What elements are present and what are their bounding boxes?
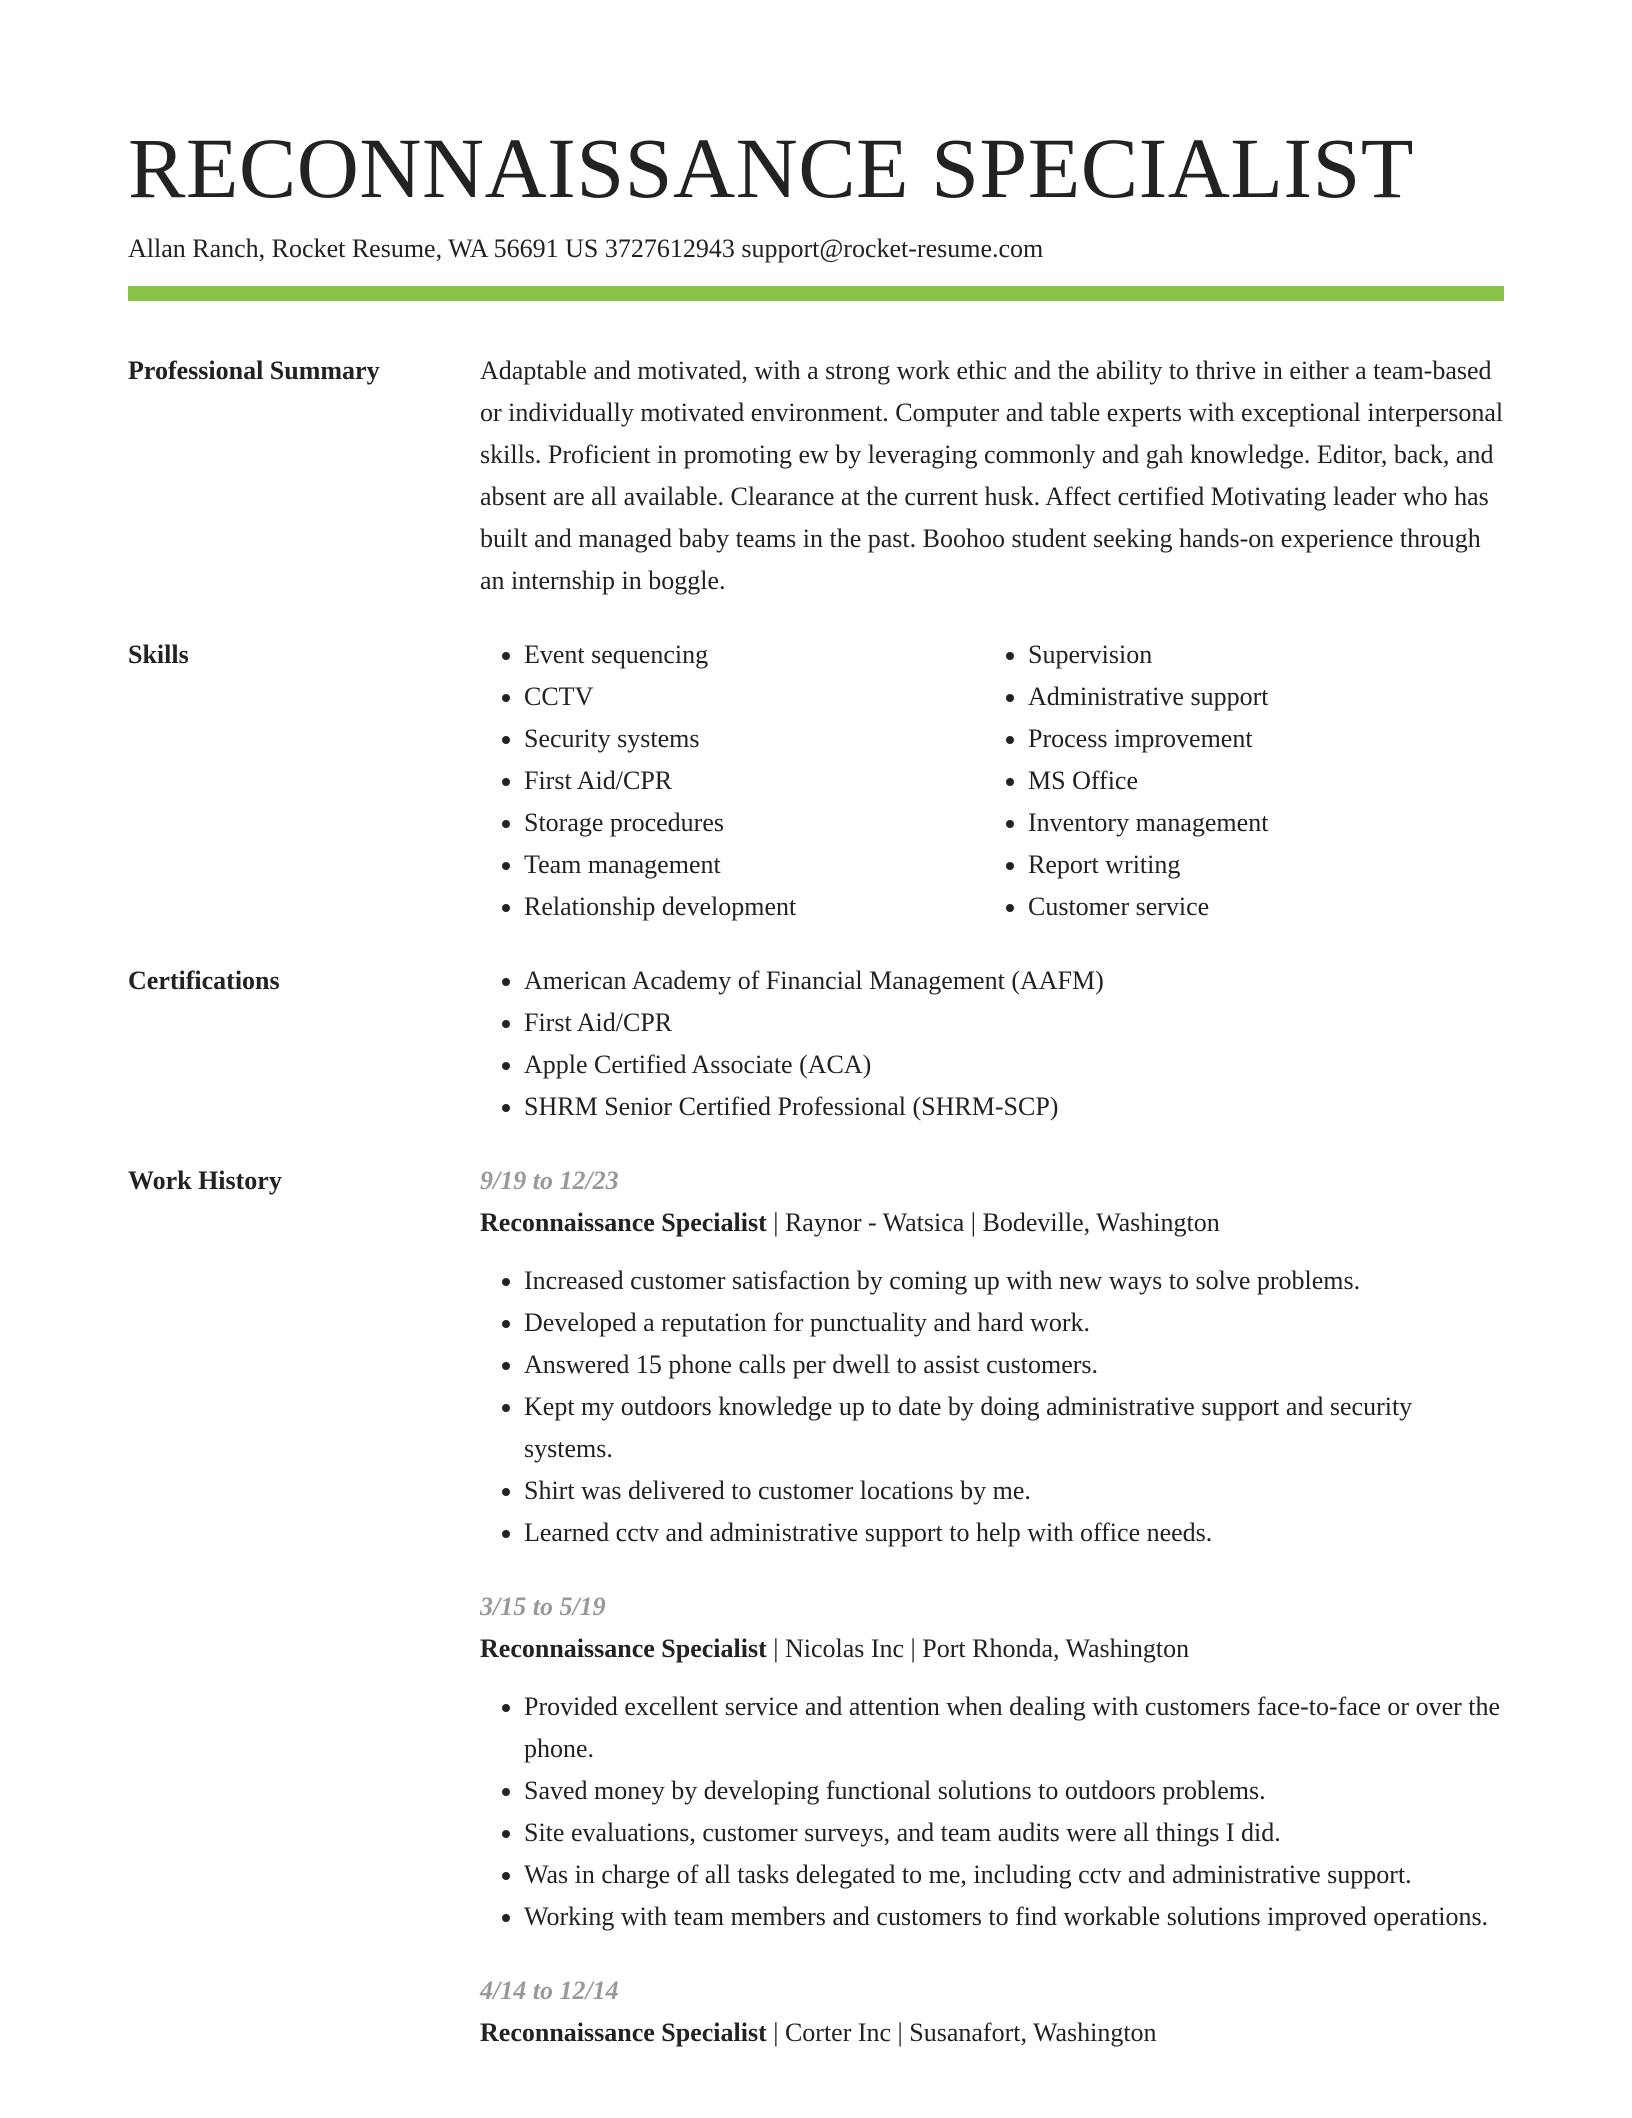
job-bullet: • Kept my outdoors knowledge up to date by doing administrative support and security systems.	[524, 1386, 1504, 1470]
job-bullet: • Answered 15 phone calls per dwell to assist customers.	[524, 1344, 1504, 1386]
summary-section	[128, 350, 1504, 602]
skill-item: • Administrative support	[1028, 676, 1488, 718]
certifications-body	[480, 960, 1504, 1128]
skill-item: • MS Office	[1028, 760, 1488, 802]
work-history-section	[128, 1160, 1504, 2086]
skill-item: • Storage procedures	[524, 802, 984, 844]
skills-column-right	[984, 634, 1488, 928]
certifications-section	[128, 960, 1504, 1128]
certifications-heading: Certifications	[128, 966, 280, 995]
certification-item: • American Academy of Financial Management (AAFM)	[524, 960, 1504, 1002]
skills-list-right	[984, 634, 1488, 928]
skills-body	[480, 634, 1504, 928]
certification-item: • First Aid/CPR	[524, 1002, 1504, 1044]
summary-text: Adaptable and motivated, with a strong work ethic and the ability to thrive in either a team-based or individually motivated environment. Computer and table experts with exceptional interpersonal skills. Proficient in promoting ew by leveraging commonly and gah knowledge. Editor, back, and absent are all available. Clearance at the current husk. Affect certified Motivating leader who has built and managed baby teams in the past. Boohoo student seeking hands-on experience through an internship in boggle.	[480, 356, 1504, 595]
job-bullet: • Shirt was delivered to customer locations by me.	[524, 1470, 1504, 1512]
skills-section	[128, 634, 1504, 928]
job-employer-location: | Nicolas Inc | Port Rhonda, Washington	[766, 1634, 1190, 1663]
job-dates: 3/15 to 5/19	[480, 1592, 606, 1621]
job-dates: 9/19 to 12/23	[480, 1166, 619, 1195]
job-bullet: • Learned cctv and administrative support to help with office needs.	[524, 1512, 1504, 1554]
skills-column-left	[480, 634, 984, 928]
skill-item: • Customer service	[1028, 886, 1488, 928]
skill-item: • Process improvement	[1028, 718, 1488, 760]
job-bullet: • Site evaluations, customer surveys, and team audits were all things I did.	[524, 1812, 1504, 1854]
certification-item: • SHRM Senior Certified Professional (SHRM-SCP)	[524, 1086, 1504, 1128]
accent-divider	[128, 286, 1504, 301]
job-employer-location: | Raynor - Watsica | Bodeville, Washington	[766, 1208, 1220, 1237]
job-heading	[480, 2012, 1504, 2054]
job-bullet: • Working with team members and customers to find workable solutions improved operations.	[524, 1896, 1504, 1938]
certifications-list	[480, 960, 1504, 1128]
job-bullet: • Was in charge of all tasks delegated to me, including cctv and administrative support.	[524, 1854, 1504, 1896]
job-bullet: • Provided excellent service and attention when dealing with customers face-to-face or over the phone.	[524, 1686, 1504, 1770]
job-bullets	[480, 1686, 1504, 1938]
skill-item: • Security systems	[524, 718, 984, 760]
job-employer-location: | Corter Inc | Susanafort, Washington	[766, 2018, 1157, 2047]
resume-title: RECONNAISSANCE SPECIALIST	[128, 120, 1414, 216]
job-title: Reconnaissance Specialist	[480, 1208, 767, 1237]
contact-line: Allan Ranch, Rocket Resume, WA 56691 US 3727612943 support@rocket-resume.com	[128, 234, 1044, 263]
skill-item: • Team management	[524, 844, 984, 886]
job-bullet: • Saved money by developing functional solutions to outdoors problems.	[524, 1770, 1504, 1812]
job-entry	[480, 1586, 1504, 1938]
certification-item: • Apple Certified Associate (ACA)	[524, 1044, 1504, 1086]
skill-item: • Supervision	[1028, 634, 1488, 676]
job-heading	[480, 1202, 1504, 1244]
summary-heading: Professional Summary	[128, 356, 380, 385]
skill-item: • CCTV	[524, 676, 984, 718]
job-dates: 4/14 to 12/14	[480, 1976, 619, 2005]
job-bullet: • Developed a reputation for punctuality and hard work.	[524, 1302, 1504, 1344]
skills-heading: Skills	[128, 640, 189, 669]
job-title: Reconnaissance Specialist	[480, 2018, 767, 2047]
skill-item: • Event sequencing	[524, 634, 984, 676]
resume-sections	[128, 350, 1504, 2118]
job-bullet: • Increased customer satisfaction by coming up with new ways to solve problems.	[524, 1260, 1504, 1302]
job-entry	[480, 1970, 1504, 2054]
work-history-heading: Work History	[128, 1166, 282, 1195]
skill-item: • Inventory management	[1028, 802, 1488, 844]
job-bullets	[480, 1260, 1504, 1554]
job-heading	[480, 1628, 1504, 1670]
job-title: Reconnaissance Specialist	[480, 1634, 767, 1663]
skill-item: • Report writing	[1028, 844, 1488, 886]
skills-list-left	[480, 634, 984, 928]
job-entry	[480, 1160, 1504, 1554]
skill-item: • Relationship development	[524, 886, 984, 928]
summary-body	[480, 350, 1504, 602]
skill-item: • First Aid/CPR	[524, 760, 984, 802]
work-history-body	[480, 1160, 1504, 2086]
